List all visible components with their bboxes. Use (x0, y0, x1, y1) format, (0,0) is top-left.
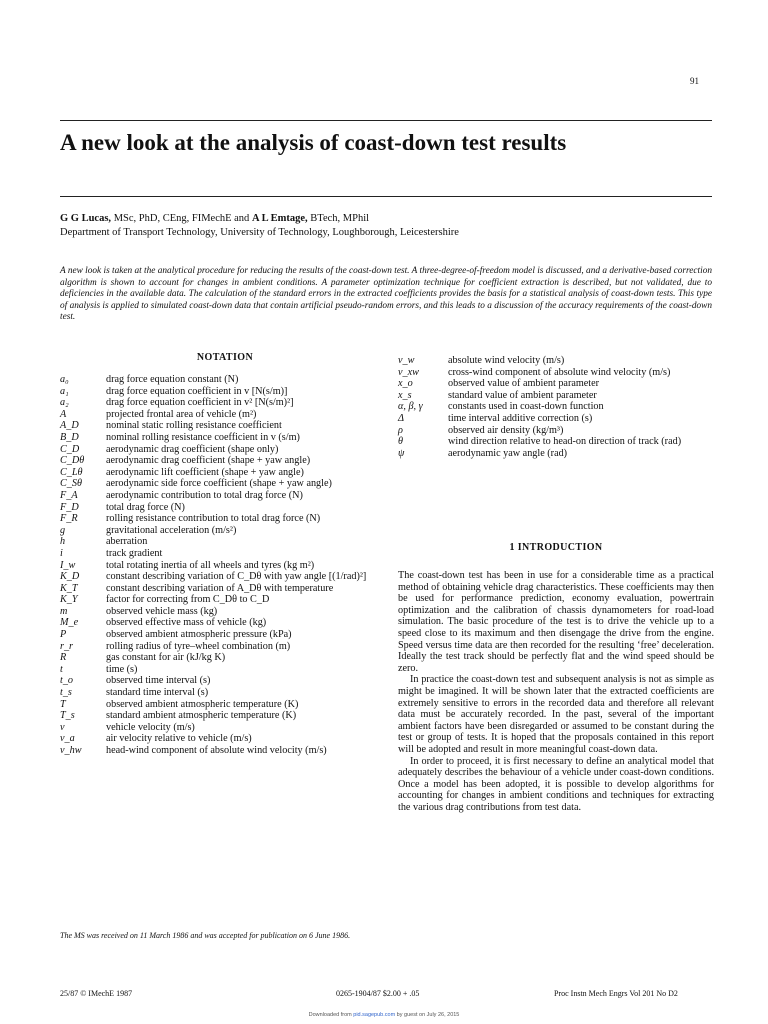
notation-list-left (60, 374, 370, 757)
notation-row (398, 367, 714, 379)
notation-definition: factor for correcting from C_Dθ to C_D (106, 594, 270, 606)
notation-symbol: T (60, 698, 66, 710)
notation-symbol: C_Lθ (60, 466, 83, 478)
notation-definition: nominal static rolling resistance coefficient (106, 420, 282, 432)
notation-definition: head-wind component of absolute wind velocity (m/s) (106, 745, 327, 756)
notation-definition: projected frontal area of vehicle (m²) (106, 408, 257, 420)
notation-symbol: C_D (60, 443, 80, 455)
notation-definition: absolute wind velocity (m/s) (448, 355, 565, 366)
author2-name: A L Emtage, (251, 213, 308, 224)
notation-row (60, 548, 370, 560)
notation-definition: nominal rolling resistance coefficient in v (s/m) (106, 431, 300, 443)
notation-row (60, 444, 370, 456)
notation-symbol: v_a (60, 733, 75, 745)
notation-symbol: α, β, γ (398, 401, 423, 413)
notation-definition: aerodynamic drag coefficient (shape only) (106, 443, 279, 455)
notation-symbol: v_w (398, 355, 415, 366)
notation-symbol: F_R (60, 513, 78, 525)
notation-definition: drag force equation coefficient in v [N(s/m)] (106, 385, 288, 397)
notation-symbol: K_T (60, 582, 78, 594)
notation-definition: aerodynamic yaw angle (rad) (448, 447, 568, 459)
notation-definition: rolling resistance contribution to total drag force (N) (106, 513, 321, 525)
notation-row (60, 687, 370, 699)
author1-qualifications: MSc, PhD, CEng, FIMechE and (111, 213, 252, 224)
notation-row (60, 420, 370, 432)
notation-symbol: F_D (60, 501, 79, 513)
notation-definition: standard value of ambient parameter (448, 389, 597, 401)
notation-row (60, 641, 370, 653)
notation-symbol: t_o (60, 675, 74, 687)
download-suffix: by guest on July 26, 2015 (395, 1012, 460, 1018)
notation-definition: total rotating inertia of all wheels and tyres (kg m²) (106, 559, 315, 571)
notation-row (60, 409, 370, 421)
page-number: 91 (690, 76, 699, 86)
notation-definition: constants used in coast-down function (448, 401, 604, 413)
notation-row (398, 355, 714, 367)
notation-definition: aerodynamic drag coefficient (shape + yaw angle) (106, 455, 311, 467)
notation-definition: observed ambient atmospheric pressure (kPa) (106, 629, 292, 641)
notation-symbol: C_Dθ (60, 455, 85, 467)
notation-row (60, 629, 370, 641)
notation-symbol: a₂ (60, 397, 69, 409)
notation-row (60, 397, 370, 409)
notation-row (60, 502, 370, 514)
download-notice (0, 1012, 768, 1018)
title-bottom-rule (60, 196, 712, 197)
notation-row (60, 745, 370, 757)
notation-symbol: a₀ (60, 374, 69, 385)
notation-definition: observed effective mass of vehicle (kg) (106, 617, 267, 629)
footer-copyright: 25/87 © IMechE 1987 (60, 989, 133, 998)
notation-definition: aerodynamic lift coefficient (shape + yaw angle) (106, 466, 304, 478)
notation-symbol: P (60, 629, 67, 641)
notation-row (60, 455, 370, 467)
notation-symbol: K_Y (60, 594, 78, 606)
notation-row (398, 436, 714, 448)
notation-row (60, 478, 370, 490)
notation-symbol: i (60, 547, 63, 559)
notation-symbol: I_w (60, 559, 76, 571)
abstract: A new look is taken at the analytical procedure for reducing the results of the coast-down test. A three-degree-of-freedom model is discussed, and a derivative-based correction algorithm is shown to account for changes in ambient conditions. A parameter optimization technique for coefficient extraction is described, but not validated, due to deficiencies in the available data. The calculation of the standard errors in the extracted coefficients provides the basis for a statistical analysis of coast-down tests. This type of analysis is applied to simulated coast-down data that contain artificial pseudo-random errors, and this leads to a discussion of the accuracy requirements of the coast-down test. (60, 266, 712, 323)
notation-row (60, 710, 370, 722)
notation-row (60, 536, 370, 548)
notation-definition: observed vehicle mass (kg) (106, 605, 218, 617)
notation-definition: aberration (106, 536, 148, 548)
intro-paragraph-3: In order to proceed, it is first necessary to define an analytical model that adequately describes the behaviour of a vehicle under coast-down conditions. Once a model has been adopted, it is possible to develop algorithms for accounting for changes in ambient conditions and techniques for extracting the various drag contributions from test data. (398, 755, 714, 813)
notation-definition: standard ambient atmospheric temperature (K) (106, 710, 297, 722)
notation-symbol: Δ (398, 412, 404, 424)
notation-symbol: θ (398, 436, 404, 448)
notation-row (60, 675, 370, 687)
notation-definition: standard time interval (s) (106, 687, 209, 699)
notation-row (398, 401, 714, 413)
notation-definition: wind direction relative to head-on direction of track (rad) (448, 436, 682, 448)
notation-definition: time interval additive correction (s) (448, 412, 593, 424)
notation-row (398, 390, 714, 402)
notation-definition: vehicle velocity (m/s) (106, 721, 195, 733)
author-line (60, 212, 720, 226)
notation-row (60, 525, 370, 537)
notation-definition: gas constant for air (kJ/kg K) (106, 652, 226, 664)
footer-issn: 0265-1904/87 $2.00 + .05 (336, 989, 420, 998)
notation-symbol: x_s (398, 389, 412, 401)
notation-row (60, 386, 370, 398)
notation-definition: observed time interval (s) (106, 675, 211, 687)
notation-symbol: g (60, 524, 66, 536)
author-block (60, 212, 720, 240)
notation-row (60, 722, 370, 734)
notation-row (398, 448, 714, 460)
notation-row (60, 432, 370, 444)
notation-definition: rolling radius of tyre–wheel combination (m) (106, 640, 291, 652)
notation-symbol: B_D (60, 431, 79, 443)
notation-row (60, 664, 370, 676)
notation-row (60, 594, 370, 606)
intro-paragraph-2: In practice the coast-down test and subsequent analysis is not as simple as might be imagined. It will be shown later that the extracted coefficients are extremely sensitive to errors in the recorded data and therefore all relevant data must be accurately recorded. In the past, several of the important ambient factors have been disregarded or assumed to be constant during the test or group of tests. It is hoped that the proposals contained in this report will be adopted and result in more meaningful coast-down data. (398, 674, 714, 755)
notation-row (60, 513, 370, 525)
title-top-rule (60, 120, 712, 121)
notation-symbol: M_e (60, 617, 79, 629)
notation-row (60, 606, 370, 618)
notation-definition: constant describing variation of A_Dθ with temperature (106, 582, 334, 594)
notation-row (60, 583, 370, 595)
notation-row (60, 617, 370, 629)
notation-definition: observed ambient atmospheric temperature (K) (106, 698, 299, 710)
notation-list-right (398, 355, 714, 459)
notation-symbol: F_A (60, 489, 78, 501)
affiliation: Department of Transport Technology, University of Technology, Loughborough, Leicestershire (60, 227, 459, 238)
notation-definition: drag force equation constant (N) (106, 374, 239, 385)
notation-definition: time (s) (106, 663, 138, 675)
intro-paragraph-1: The coast-down test has been in use for a considerable time as a practical method of obtaining vehicle drag characteristics. These coefficients may then be used for performance prediction, economy evaluation, powertrain optimization and the calibration of chassis dynamometers for road-load simulation. The basic procedure of the test is to drive the vehicle up to a speed close to its maximum and then disengage the drive from the engine. Speed versus time data are then recorded for the resulting ‘free’ deceleration. Ideally the test track should be perfectly flat and the wind speed should be zero. (398, 570, 714, 674)
notation-symbol: t (60, 663, 63, 675)
notation-definition: observed air density (kg/m³) (448, 424, 564, 436)
notation-symbol: T_s (60, 710, 75, 722)
download-prefix: Downloaded from (308, 1012, 354, 1018)
notation-definition: total drag force (N) (106, 501, 185, 513)
notation-row (60, 490, 370, 502)
notation-symbol: m (60, 605, 68, 617)
author2-qualifications: BTech, MPhil (307, 213, 370, 224)
notation-definition: observed value of ambient parameter (448, 378, 600, 390)
introduction-heading: 1 INTRODUCTION (509, 542, 603, 553)
notation-symbol: v_xw (398, 366, 419, 378)
article-title: A new look at the analysis of coast-down test results (60, 130, 567, 155)
notation-definition: track gradient (106, 547, 163, 559)
notation-row (60, 571, 370, 583)
notation-symbol: ψ (398, 447, 405, 459)
notation-row (60, 560, 370, 572)
notation-definition: aerodynamic side force coefficient (shape + yaw angle) (106, 478, 332, 490)
download-link[interactable]: pid.sagepub.com (353, 1012, 396, 1018)
notation-row (60, 699, 370, 711)
notation-symbol: C_Sθ (60, 478, 82, 490)
notation-symbol: r_r (60, 640, 74, 652)
notation-symbol: ρ (398, 424, 403, 436)
notation-symbol: a₁ (60, 385, 69, 397)
notation-row (398, 425, 714, 437)
notation-symbol: v_hw (60, 745, 82, 756)
notation-row (60, 733, 370, 745)
footer-journal: Proc Instn Mech Engrs Vol 201 No D2 (554, 989, 678, 998)
notation-row (398, 378, 714, 390)
notation-definition: constant describing variation of C_Dθ with yaw angle [(1/rad)²] (106, 571, 367, 583)
author1-name: G G Lucas, (60, 213, 112, 224)
notation-symbol: h (60, 536, 66, 548)
notation-row (398, 413, 714, 425)
notation-definition: drag force equation coefficient in v² [N(s/m)²] (106, 397, 294, 409)
notation-symbol: A (60, 408, 67, 420)
notation-definition: cross-wind component of absolute wind velocity (m/s) (448, 366, 671, 378)
notation-definition: gravitational acceleration (m/s²) (106, 524, 237, 536)
introduction-body (398, 570, 714, 813)
notation-row (60, 374, 370, 386)
notation-heading: NOTATION (196, 352, 254, 363)
notation-symbol: K_D (60, 571, 80, 583)
notation-symbol: A_D (60, 420, 79, 432)
notation-row (60, 652, 370, 664)
received-note: The MS was received on 11 March 1986 and was accepted for publication on 6 June 1986. (60, 931, 351, 940)
notation-definition: air velocity relative to vehicle (m/s) (106, 733, 252, 745)
notation-symbol: v (60, 721, 65, 733)
notation-row (60, 467, 370, 479)
notation-symbol: R (60, 652, 67, 664)
notation-definition: aerodynamic contribution to total drag force (N) (106, 489, 303, 501)
notation-symbol: t_s (60, 687, 72, 699)
notation-symbol: x_o (398, 378, 413, 390)
